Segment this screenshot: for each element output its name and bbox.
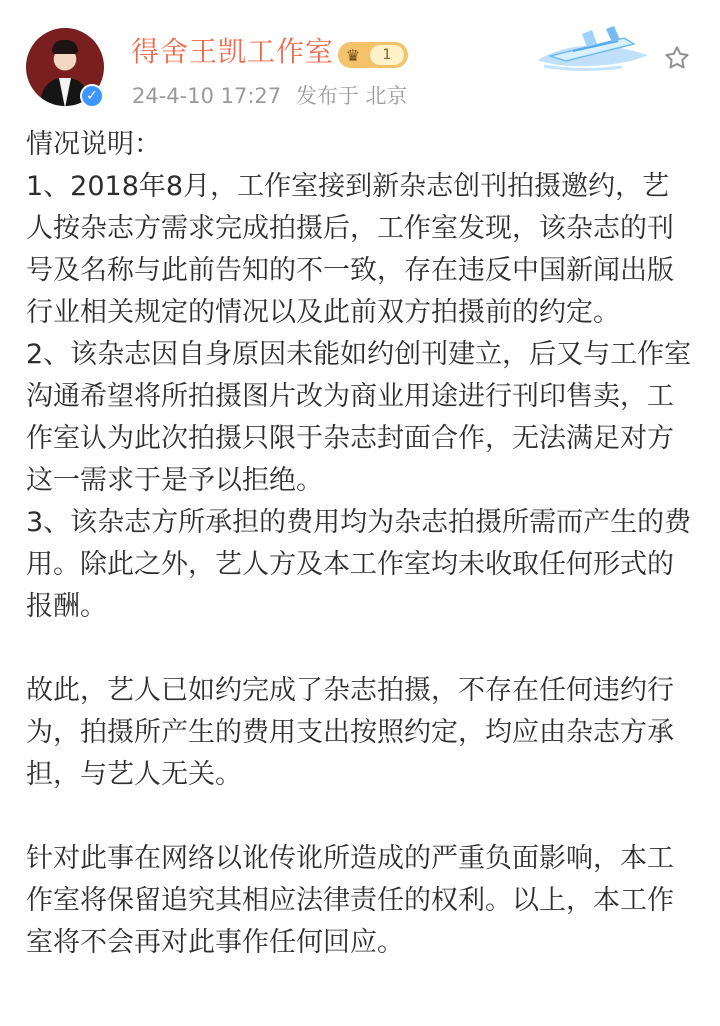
content-spacer [26,796,694,838]
ship-illustration [530,20,656,74]
avatar-hair [52,40,78,54]
post-meta [132,86,416,107]
verified-check-mark: ✓ [86,88,98,104]
content-paragraph-2: 故此，艺人已如约完成了杂志拍摄，不存在任何违约行为，拍摄所产生的费用支出按照约定，均应由杂志方承担，与艺人无关。 [26,675,674,790]
vip-level-number: 1 [370,45,404,65]
content-heading: 情况说明： [26,129,161,160]
verified-check-icon [80,84,104,108]
content-point-2: 2、该杂志因自身原因未能如约创刊建立，后又与工作室沟通希望将所拍摄图片改为商业用途进行刊印售卖，工作室认为此次拍摄只限于杂志封面合作，无法满足对方这一需求于是予以拒绝。 [26,339,692,496]
vip-level-badge[interactable] [338,42,408,68]
content-point-3: 3、该杂志方所承担的费用均为杂志拍摄所需而产生的费用。除此之外，艺人方及本工作室均未收取任何形式的报酬。 [26,507,692,622]
crown-icon: ♛ [345,45,361,65]
content-paragraph-3: 针对此事在网络以讹传讹所造成的严重负面影响，本工作室将保留追究其相应法律责任的权利。以上，本工作室将不会再对此事作任何回应。 [26,843,674,958]
content-spacer [26,628,694,670]
star-outline-icon [663,44,691,72]
post-location: 发布于 北京 [295,84,408,108]
favorite-button[interactable] [662,43,692,73]
post-content [26,124,694,964]
post-date: 24-4-10 17:27 [132,84,282,108]
post-header [0,0,720,120]
content-point-1: 1、2018年8月，工作室接到新杂志创刊拍摄邀约，艺人按杂志方需求完成拍摄后，工作室发现，该杂志的刊号及名称与此前告知的不一致，存在违反中国新闻出版行业相关规定的情况以及此前双方拍摄前的约定。 [26,171,674,328]
author-name[interactable]: 得舍王凯工作室 [131,35,335,68]
